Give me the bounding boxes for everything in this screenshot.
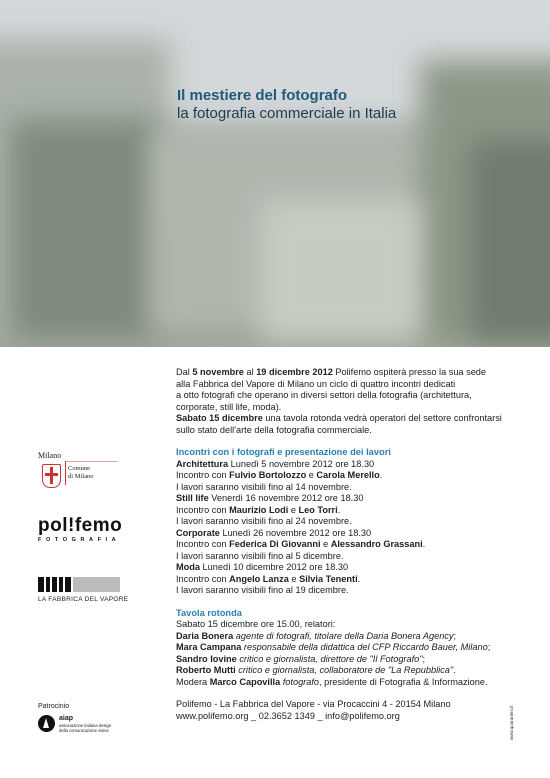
incontro-moda: Moda Lunedì 10 dicembre 2012 ore 18.30 Incontro con Angelo Lanza e Silvia Tenenti. I lavori saranno visibili fino al 19 dicembre.	[176, 562, 361, 595]
footer-contacts	[176, 699, 526, 722]
tavola-list: Sabato 15 dicembre ore 15.00, relatori: Daria Bonera agente di fotografi, titolare della Daria Bonera Agency; Mara Campana responsabile della didattica del CFP Riccardo Bauer, Milano; Sandro Iovine critico e giornalista, direttore de "Il Fotografo"; Roberto Mutti critico e giornalista, collaboratore de "La Repubblica". Modera Marco Capovilla fotografo, presidente di Fotografia & Informazione.	[176, 619, 491, 687]
polifemo-logo: pol!femo	[38, 515, 123, 536]
patrocinio-label: Patrocinio	[38, 703, 70, 710]
page-title: Il mestiere del fotografo	[177, 87, 348, 104]
footer-links[interactable]: www.polifemo.org _ 02.3652 1349 _ info@polifemo.org	[176, 710, 400, 721]
aiap-icon	[38, 715, 55, 732]
page-subtitle: la fotografia commerciale in Italia	[177, 105, 397, 122]
side-url: www.quaranteo.it	[509, 705, 514, 740]
event-text	[176, 367, 526, 722]
incontro-corporate: Corporate Lunedì 26 novembre 2012 ore 18.30 Incontro con Federica Di Giovanni e Alessandro Grassani. I lavori saranno visibili fino al 5 dicembre.	[176, 527, 426, 561]
intro-paragraph: Dal 5 novembre al 19 dicembre 2012 Polifemo ospiterà presso la sua sede alla Fabbrica del Vapore di Milano un ciclo di quattro incontri dedicati a otto fotografi che operano in diversi settori della fotografia (architettura, corporate, still life, moda). Sabato 15 dicembre una tavola rotonda vedrà operatori del settore confrontarsi sullo stato dell'arte della fotografia commerciale.	[176, 367, 502, 435]
incontro-still-life: Still life Venerdì 16 novembre 2012 ore 18.30 Incontro con Maurizio Lodi e Leo Torri. I lavori saranno visibili fino al 24 novembre.	[176, 493, 364, 526]
tavola-heading: Tavola rotonda	[176, 607, 242, 618]
polifemo-subtitle: FOTOGRAFIA	[38, 537, 121, 543]
incontro-architettura: Architettura Lunedì 5 novembre 2012 ore 18.30 Incontro con Fulvio Bortolozzo e Carola Merello. I lavori saranno visibili fino al 14 novembre.	[176, 458, 383, 492]
hero-photo	[0, 0, 550, 347]
fabbrica-graphic-icon	[38, 577, 120, 592]
milano-shield-icon	[42, 464, 61, 488]
fabbrica-vapore-logo: LA FABBRICA DEL VAPORE	[38, 577, 120, 603]
comune-milano-logo: Milano Comune di Milano	[38, 451, 118, 495]
footer-address: Polifemo - La Fabbrica del Vapore - via Procaccini 4 - 20154 Milano	[176, 699, 451, 709]
incontri-heading: Incontri con i fotografi e presentazione dei lavori	[176, 447, 391, 457]
title-block	[177, 87, 396, 123]
